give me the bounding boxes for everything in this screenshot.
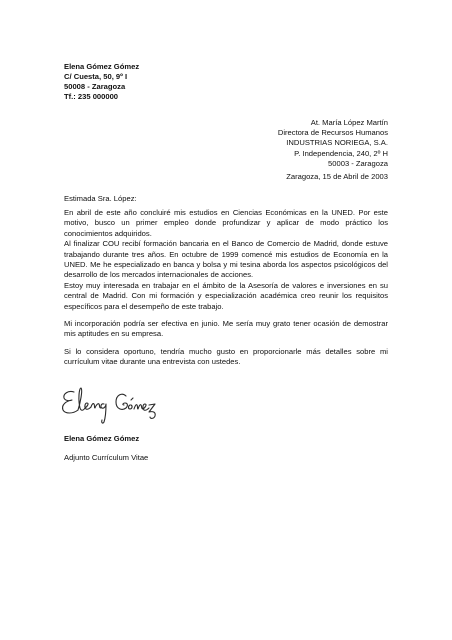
sender-name: Elena Gómez Gómez bbox=[64, 62, 140, 71]
letter-date: Zaragoza, 15 de Abril de 2003 bbox=[286, 172, 388, 181]
recipient-position: Directora de Recursos Humanos bbox=[277, 128, 388, 138]
recipient-company: INDUSTRIAS NORIEGA, S.A. bbox=[286, 138, 388, 148]
body-paragraph: Mi incorporación podría ser efectiva en junio. Me sería muy grato tener ocasión de demostrar mis aptitudes en su empresa. bbox=[64, 319, 388, 339]
body-paragraph: Estoy muy interesada en trabajar en el ámbito de la Asesoría de valores e inversiones en su central de Madrid. Con mi formación y especialización académica creo reunir los requisitos específicos para el desempeño de este trabajo. bbox=[64, 280, 388, 311]
recipient-attention: At. María López Martín bbox=[310, 118, 388, 127]
body-paragraph: Si lo considera oportuno, tendría mucho gusto en proporcionarle más detalles sobre mi currículum vitae durante una entrevista con ustedes. bbox=[64, 346, 388, 367]
sender-phone: Tf.: 235 000000 bbox=[64, 92, 119, 101]
recipient-address-block bbox=[278, 118, 388, 169]
body-paragraph: En abril de este año concluiré mis estudios en Ciencias Económicas en la UNED. Por este motivo, busco un primer empleo donde profundizar y aplicar de modo práctico los conocimientos adquiridos. bbox=[64, 208, 388, 238]
letter-body bbox=[64, 208, 388, 368]
signatory-name: Elena Gómez Gómez bbox=[64, 434, 140, 443]
sender-city: 50008 - Zaragoza bbox=[64, 82, 126, 91]
handwritten-signature bbox=[58, 378, 176, 426]
sender-street: C/ Cuesta, 50, 9º I bbox=[64, 72, 128, 81]
sender-address-block bbox=[64, 62, 139, 102]
recipient-street: P. Independencia, 240, 2º H bbox=[294, 148, 388, 158]
recipient-city: 50003 - Zaragoza bbox=[328, 158, 388, 168]
enclosure-note: Adjunto Currículum Vitae bbox=[64, 453, 149, 462]
body-paragraph: Al finalizar COU recibí formación bancaria en el Banco de Comercio de Madrid, donde estuve trabajando durante tres años. En octubre de 1999 comencé mis estudios de Economía en la UNED. Me he especializado en banca y bolsa y mi tesina aborda los aspectos psicológicos del desarrollo de los mercados internacionales de acciones. bbox=[64, 239, 388, 280]
salutation: Estimada Sra. López: bbox=[64, 194, 137, 203]
